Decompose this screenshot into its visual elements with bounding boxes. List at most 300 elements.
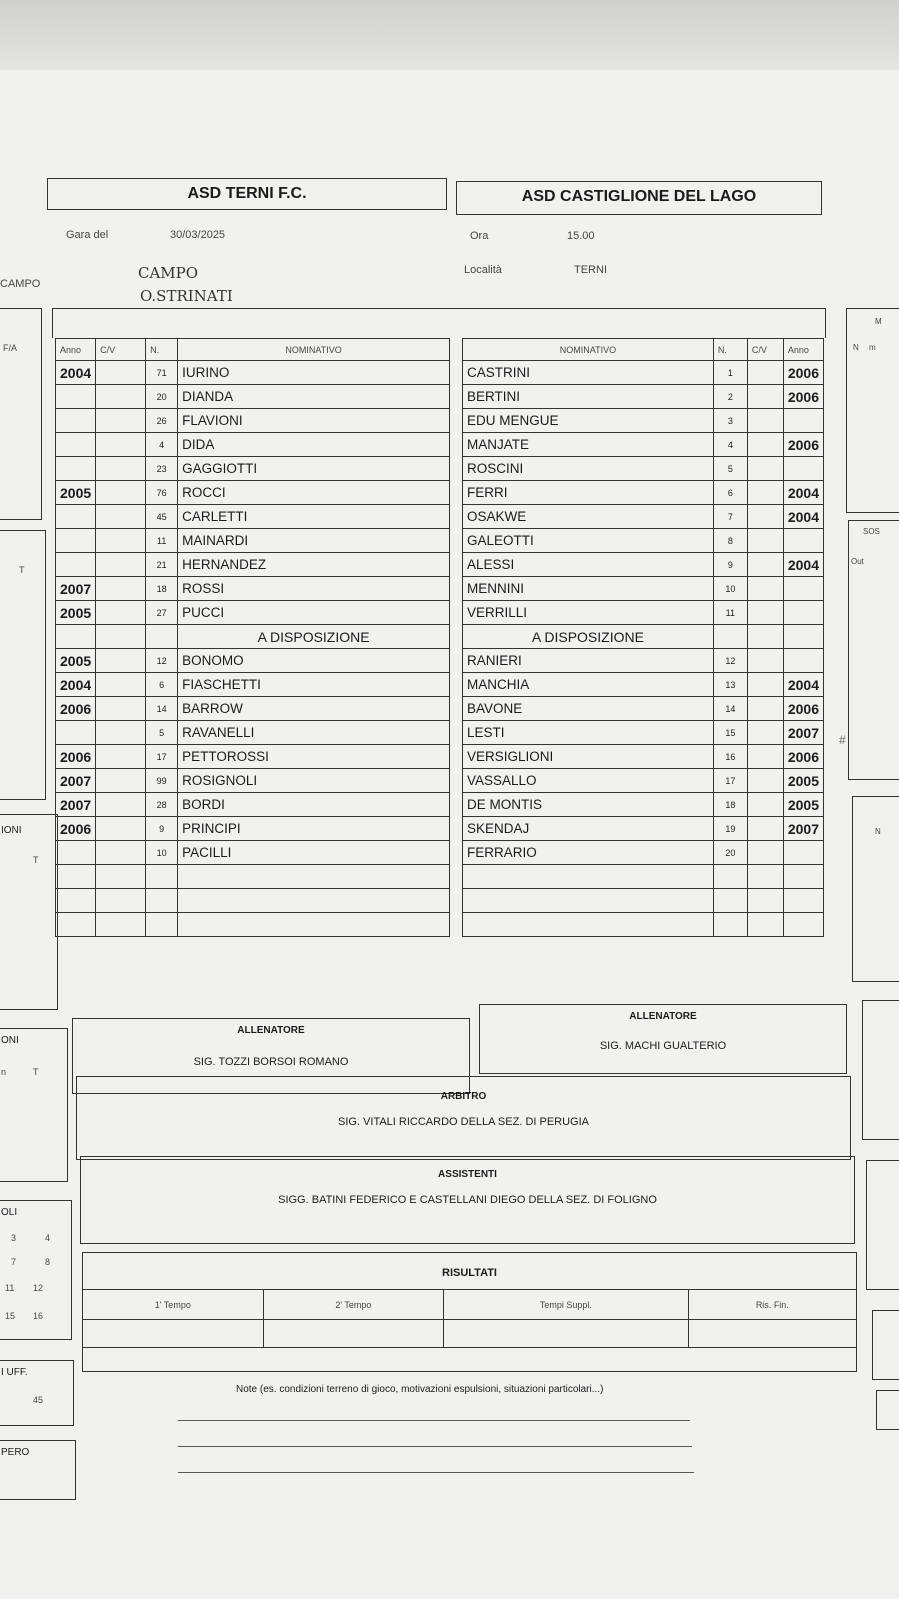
left-pero-label: PERO <box>1 1447 30 1458</box>
away-header-row <box>463 339 824 361</box>
assistants-box <box>80 1156 855 1244</box>
away-players-body <box>463 361 824 937</box>
away-player-name: ROSCINI <box>463 457 714 481</box>
home-player-number: 26 <box>146 409 178 433</box>
home-sub-number: 99 <box>146 769 178 793</box>
home-sub-name: PACILLI <box>178 841 450 865</box>
empty-cell <box>713 865 747 889</box>
home-sub-year: 2004 <box>56 673 96 697</box>
home-player-name: DIANDA <box>178 385 450 409</box>
home-sub-year: 2006 <box>56 817 96 841</box>
home-player-year <box>56 457 96 481</box>
left-n12: 12 <box>33 1283 44 1293</box>
home-player-number: 21 <box>146 553 178 577</box>
empty-cell <box>463 913 714 937</box>
away-player-cv <box>747 433 783 457</box>
left-t3-label: T <box>33 1067 39 1077</box>
away-player-cv <box>747 385 783 409</box>
table-row <box>463 505 824 529</box>
home-sub-name: RAVANELLI <box>178 721 450 745</box>
away-sub-number: 20 <box>713 841 747 865</box>
home-player-cv <box>96 553 146 577</box>
home-sub-cv <box>96 697 146 721</box>
notes-line-1 <box>178 1420 690 1421</box>
away-sub-number: 13 <box>713 673 747 697</box>
home-player-name: DIDA <box>178 433 450 457</box>
home-player-year: 2004 <box>56 361 96 385</box>
away-sub-name: SKENDAJ <box>463 817 714 841</box>
left-n15: 15 <box>5 1311 16 1321</box>
table-row <box>56 433 450 457</box>
home-sub-name: BARROW <box>178 697 450 721</box>
result-t2-value[interactable] <box>263 1320 444 1348</box>
home-player-year <box>56 385 96 409</box>
background-top <box>0 0 899 70</box>
away-player-number: 4 <box>713 433 747 457</box>
table-row <box>463 841 824 865</box>
right-box-1 <box>846 308 899 513</box>
away-sub-name: VASSALLO <box>463 769 714 793</box>
results-box <box>82 1252 857 1372</box>
empty-cell <box>96 913 146 937</box>
home-sub-cv <box>96 649 146 673</box>
home-sub-number: 14 <box>146 697 178 721</box>
home-player-name: PUCCI <box>178 601 450 625</box>
left-box-1 <box>0 308 42 520</box>
left-n3: 3 <box>11 1233 17 1243</box>
away-player-name: EDU MENGUE <box>463 409 714 433</box>
home-col-nominativo: NOMINATIVO <box>178 339 450 361</box>
home-player-cv <box>96 433 146 457</box>
home-sub-name: PRINCIPI <box>178 817 450 841</box>
empty-cell <box>463 865 714 889</box>
home-sub-number: 5 <box>146 721 178 745</box>
left-n-label: n <box>1 1067 7 1077</box>
away-col-cv: C/V <box>747 339 783 361</box>
home-sub-number: 6 <box>146 673 178 697</box>
empty-cell <box>783 913 823 937</box>
result-supp-value[interactable] <box>444 1320 689 1348</box>
empty-cell <box>56 913 96 937</box>
home-sub-cv <box>96 745 146 769</box>
away-player-number: 3 <box>713 409 747 433</box>
away-sub-year: 2004 <box>783 673 823 697</box>
result-t1-label: 1' Tempo <box>83 1290 264 1320</box>
away-team-box <box>456 181 822 215</box>
away-col-nominativo: NOMINATIVO <box>463 339 714 361</box>
left-t2-label: T <box>33 855 39 865</box>
away-sub-name: FERRARIO <box>463 841 714 865</box>
away-player-number: 2 <box>713 385 747 409</box>
home-player-cv <box>96 361 146 385</box>
away-player-cv <box>747 529 783 553</box>
home-player-name: MAINARDI <box>178 529 450 553</box>
empty-cell <box>783 889 823 913</box>
home-player-number: 71 <box>146 361 178 385</box>
home-team-box <box>47 178 447 210</box>
table-row <box>56 457 450 481</box>
home-player-cv <box>96 481 146 505</box>
away-player-number: 10 <box>713 577 747 601</box>
away-player-name: OSAKWE <box>463 505 714 529</box>
empty-cell <box>783 865 823 889</box>
home-player-number: 11 <box>146 529 178 553</box>
localita-label: Località <box>464 264 502 276</box>
away-player-cv <box>747 361 783 385</box>
away-sub-number: 12 <box>713 649 747 673</box>
home-player-name: ROCCI <box>178 481 450 505</box>
players-box-top <box>52 308 826 338</box>
home-player-year <box>56 553 96 577</box>
table-row <box>56 721 450 745</box>
right-m-label: M <box>875 317 882 326</box>
campo-handwritten: CAMPO <box>138 264 199 282</box>
away-player-cv <box>747 457 783 481</box>
away-player-year: 2006 <box>783 385 823 409</box>
table-row <box>56 409 450 433</box>
home-col-anno: Anno <box>56 339 96 361</box>
left-box-4 <box>0 1028 68 1182</box>
away-sub-year <box>783 841 823 865</box>
away-sub-cv <box>747 841 783 865</box>
table-row <box>56 697 450 721</box>
home-player-number: 76 <box>146 481 178 505</box>
away-player-cv <box>747 601 783 625</box>
away-sub-number: 19 <box>713 817 747 841</box>
table-row-empty <box>56 913 450 937</box>
table-row <box>56 385 450 409</box>
result-fin-value[interactable] <box>688 1320 856 1348</box>
notes-line-3 <box>178 1472 694 1473</box>
table-row <box>56 361 450 385</box>
home-player-name: CARLETTI <box>178 505 450 529</box>
empty-cell <box>56 865 96 889</box>
result-supp-label: Tempi Suppl. <box>444 1290 689 1320</box>
away-sub-year: 2005 <box>783 769 823 793</box>
home-player-cv <box>96 505 146 529</box>
empty-cell <box>146 913 178 937</box>
right-mi-label: m <box>869 343 876 352</box>
table-row <box>56 817 450 841</box>
referee-label: ARBITRO <box>440 1091 487 1102</box>
left-n11: 11 <box>5 1283 15 1293</box>
away-sub-name: RANIERI <box>463 649 714 673</box>
left-box-5 <box>0 1200 72 1340</box>
away-sub-year <box>783 649 823 673</box>
table-row <box>463 409 824 433</box>
away-disposizione-row <box>463 625 824 649</box>
away-sub-name: VERSIGLIONI <box>463 745 714 769</box>
table-row <box>56 577 450 601</box>
right-n2-label: N <box>875 827 881 836</box>
left-box-7 <box>0 1440 76 1500</box>
away-sub-name: DE MONTIS <box>463 793 714 817</box>
table-row <box>56 745 450 769</box>
table-row <box>463 793 824 817</box>
away-sub-year: 2007 <box>783 817 823 841</box>
table-row <box>56 769 450 793</box>
away-player-name: VERRILLI <box>463 601 714 625</box>
away-sub-year: 2005 <box>783 793 823 817</box>
away-player-cv <box>747 553 783 577</box>
left-box-6 <box>0 1360 74 1426</box>
away-sub-year: 2007 <box>783 721 823 745</box>
away-player-number: 9 <box>713 553 747 577</box>
away-sub-cv <box>747 721 783 745</box>
away-sub-number: 16 <box>713 745 747 769</box>
home-player-cv <box>96 601 146 625</box>
left-uff-label: I UFF. <box>1 1367 28 1378</box>
away-team-name: ASD CASTIGLIONE DEL LAGO <box>521 188 757 205</box>
home-player-name: IURINO <box>178 361 450 385</box>
home-sub-year <box>56 721 96 745</box>
empty-cell <box>178 865 450 889</box>
away-col-anno: Anno <box>783 339 823 361</box>
empty-cell <box>463 889 714 913</box>
left-box-3 <box>0 814 58 1010</box>
left-fa-label: F/A <box>3 343 18 353</box>
home-disposizione-label: A DISPOSIZIONE <box>178 625 450 649</box>
home-sub-cv <box>96 817 146 841</box>
home-player-year <box>56 409 96 433</box>
away-sub-year: 2006 <box>783 745 823 769</box>
campo-label: CAMPO <box>0 278 41 290</box>
home-coach-name: SIG. TOZZI BORSOI ROMANO <box>193 1056 349 1068</box>
home-disp-n <box>146 625 178 649</box>
home-player-number: 4 <box>146 433 178 457</box>
left-ioni-label: IONI <box>1 825 22 836</box>
home-col-cv: C/V <box>96 339 146 361</box>
away-player-year: 2006 <box>783 433 823 457</box>
home-player-number: 27 <box>146 601 178 625</box>
result-t1-value[interactable] <box>83 1320 264 1348</box>
away-player-year <box>783 577 823 601</box>
empty-cell <box>96 889 146 913</box>
away-player-year <box>783 457 823 481</box>
assistants-label: ASSISTENTI <box>438 1169 497 1180</box>
home-sub-cv <box>96 673 146 697</box>
empty-cell <box>146 889 178 913</box>
empty-cell <box>713 889 747 913</box>
table-row <box>463 817 824 841</box>
away-player-name: MANJATE <box>463 433 714 457</box>
notes-line-2 <box>178 1446 692 1447</box>
away-col-n: N. <box>713 339 747 361</box>
home-player-name: GAGGIOTTI <box>178 457 450 481</box>
home-player-cv <box>96 457 146 481</box>
table-row <box>463 697 824 721</box>
home-sub-cv <box>96 841 146 865</box>
left-n8: 8 <box>45 1257 51 1267</box>
away-players-table <box>462 338 824 937</box>
away-player-name: GALEOTTI <box>463 529 714 553</box>
away-sub-number: 14 <box>713 697 747 721</box>
away-sub-cv <box>747 697 783 721</box>
table-row <box>463 601 824 625</box>
table-row <box>56 481 450 505</box>
away-player-name: ALESSI <box>463 553 714 577</box>
away-sub-number: 15 <box>713 721 747 745</box>
empty-cell <box>747 865 783 889</box>
ora-label: Ora <box>470 230 489 242</box>
home-coach-label: ALLENATORE <box>237 1025 305 1036</box>
results-table <box>82 1289 857 1348</box>
localita-value: TERNI <box>574 264 607 276</box>
table-row <box>463 433 824 457</box>
results-header-row <box>83 1290 857 1320</box>
home-player-cv <box>96 529 146 553</box>
away-player-cv <box>747 577 783 601</box>
away-coach-name: SIG. MACHI GUALTERIO <box>599 1040 727 1052</box>
away-player-number: 7 <box>713 505 747 529</box>
away-disp-n <box>713 625 747 649</box>
home-sub-cv <box>96 721 146 745</box>
home-sub-cv <box>96 793 146 817</box>
left-oni-label: ONI <box>1 1035 19 1046</box>
home-player-year: 2007 <box>56 577 96 601</box>
table-row <box>463 769 824 793</box>
home-player-cv <box>96 409 146 433</box>
away-player-number: 8 <box>713 529 747 553</box>
right-box-3 <box>852 796 899 982</box>
away-disposizione-label: A DISPOSIZIONE <box>463 625 714 649</box>
away-player-year <box>783 409 823 433</box>
table-row-empty <box>56 889 450 913</box>
campo-name-handwritten: O.STRINATI <box>140 287 233 305</box>
empty-cell <box>747 889 783 913</box>
referee-name: SIG. VITALI RICCARDO DELLA SEZ. DI PERUGIA <box>337 1116 590 1128</box>
empty-cell <box>56 889 96 913</box>
home-sub-name: BONOMO <box>178 649 450 673</box>
right-box-6 <box>872 1310 899 1380</box>
table-row <box>56 649 450 673</box>
away-sub-cv <box>747 649 783 673</box>
home-sub-number: 9 <box>146 817 178 841</box>
home-player-year <box>56 433 96 457</box>
right-n-label: N <box>853 343 859 352</box>
away-sub-name: MANCHIA <box>463 673 714 697</box>
right-out-label: Out <box>851 557 864 566</box>
empty-cell <box>96 865 146 889</box>
home-player-year: 2005 <box>56 481 96 505</box>
result-t2-label: 2' Tempo <box>263 1290 444 1320</box>
table-row-empty <box>463 889 824 913</box>
home-team-name: ASD TERNI F.C. <box>187 185 307 202</box>
home-sub-name: ROSIGNOLI <box>178 769 450 793</box>
results-label: RISULTATI <box>442 1267 497 1279</box>
away-sub-number: 18 <box>713 793 747 817</box>
table-row <box>56 793 450 817</box>
home-sub-year: 2007 <box>56 769 96 793</box>
home-sub-year: 2006 <box>56 745 96 769</box>
left-n4: 4 <box>45 1233 51 1243</box>
table-row <box>463 673 824 697</box>
away-sub-cv <box>747 817 783 841</box>
table-row <box>56 553 450 577</box>
away-player-number: 1 <box>713 361 747 385</box>
table-row <box>463 361 824 385</box>
away-sub-cv <box>747 793 783 817</box>
gara-date: 30/03/2025 <box>170 229 226 241</box>
home-sub-year: 2007 <box>56 793 96 817</box>
ora-value: 15.00 <box>567 230 595 242</box>
home-player-cv <box>96 385 146 409</box>
away-player-number: 5 <box>713 457 747 481</box>
results-value-row <box>83 1320 857 1348</box>
away-player-cv <box>747 409 783 433</box>
away-player-name: CASTRINI <box>463 361 714 385</box>
table-row <box>463 481 824 505</box>
table-row <box>56 673 450 697</box>
table-row <box>463 649 824 673</box>
away-player-name: FERRI <box>463 481 714 505</box>
empty-cell <box>178 889 450 913</box>
left-box-2 <box>0 530 46 800</box>
away-player-number: 6 <box>713 481 747 505</box>
table-row <box>463 457 824 481</box>
away-player-cv <box>747 505 783 529</box>
table-row-empty <box>56 865 450 889</box>
home-sub-name: PETTOROSSI <box>178 745 450 769</box>
away-player-number: 11 <box>713 601 747 625</box>
table-row <box>463 553 824 577</box>
left-t-label: T <box>19 565 25 575</box>
home-disp-year <box>56 625 96 649</box>
hash-mark: # <box>839 733 846 747</box>
empty-cell <box>713 913 747 937</box>
away-player-year <box>783 529 823 553</box>
empty-cell <box>747 913 783 937</box>
away-sub-cv <box>747 769 783 793</box>
home-player-name: HERNANDEZ <box>178 553 450 577</box>
home-sub-year: 2005 <box>56 649 96 673</box>
empty-cell <box>178 913 450 937</box>
home-player-cv <box>96 577 146 601</box>
left-oli-label: OLI <box>1 1207 18 1218</box>
right-box-7 <box>876 1390 899 1430</box>
home-sub-number: 28 <box>146 793 178 817</box>
away-player-year <box>783 601 823 625</box>
home-sub-year <box>56 841 96 865</box>
table-row <box>463 577 824 601</box>
left-n16: 16 <box>33 1311 44 1321</box>
away-player-year: 2004 <box>783 481 823 505</box>
right-box-5 <box>866 1160 899 1290</box>
home-sub-name: FIASCHETTI <box>178 673 450 697</box>
table-row <box>463 529 824 553</box>
home-players-body <box>56 361 450 937</box>
table-row <box>56 841 450 865</box>
away-sub-name: BAVONE <box>463 697 714 721</box>
home-player-number: 23 <box>146 457 178 481</box>
away-sub-number: 17 <box>713 769 747 793</box>
table-row <box>463 745 824 769</box>
right-box-2 <box>848 520 899 780</box>
away-sub-cv <box>747 745 783 769</box>
home-sub-year: 2006 <box>56 697 96 721</box>
home-player-name: ROSSI <box>178 577 450 601</box>
home-players-table <box>55 338 450 937</box>
away-player-year: 2006 <box>783 361 823 385</box>
right-box-4 <box>862 1000 899 1140</box>
right-sos-label: SOS <box>863 527 880 536</box>
away-player-year: 2004 <box>783 553 823 577</box>
away-player-cv <box>747 481 783 505</box>
away-coach-label: ALLENATORE <box>629 1011 697 1022</box>
home-player-number: 18 <box>146 577 178 601</box>
home-sub-name: BORDI <box>178 793 450 817</box>
empty-cell <box>146 865 178 889</box>
